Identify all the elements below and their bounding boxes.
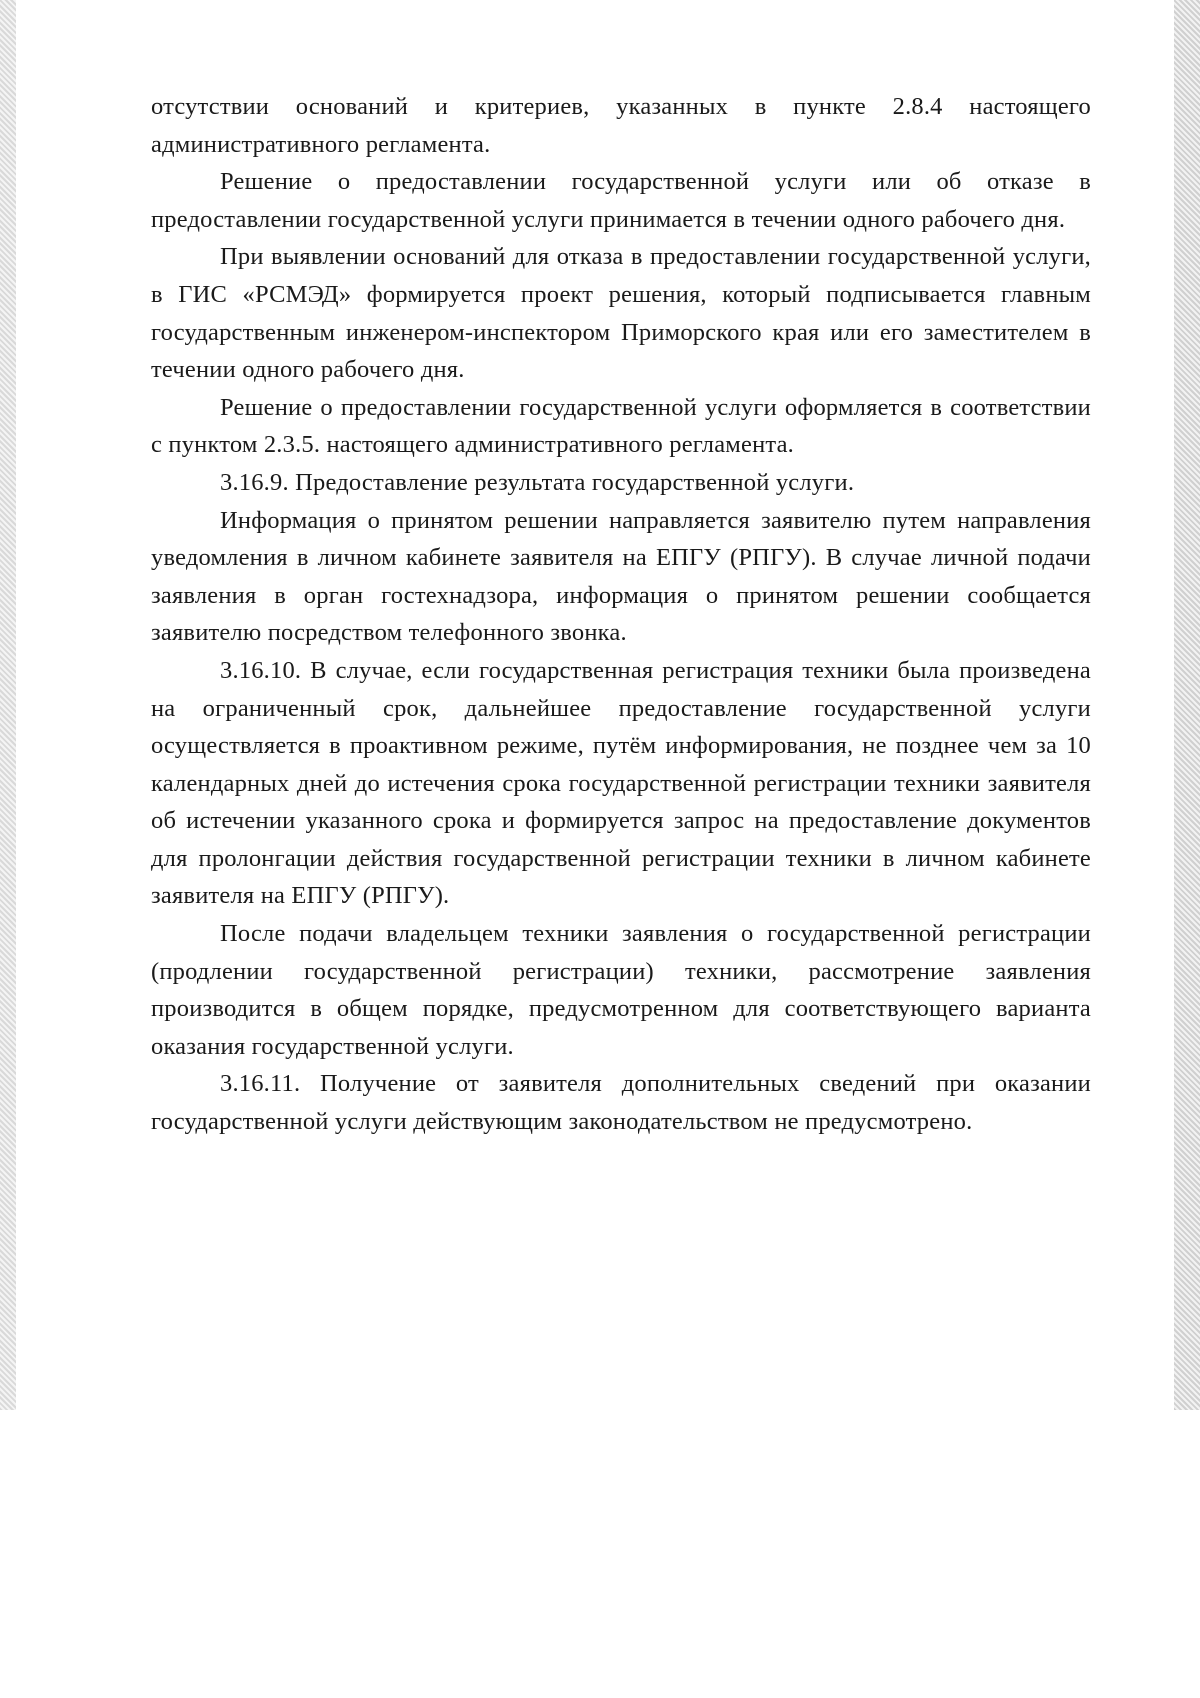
paragraph-decision-format: Решение о предоставлении государственной услуги оформляется в соответствии с пунктом 2.3.5. настоящего административного регламента. (151, 393, 1091, 459)
scan-edge-left (0, 0, 16, 1410)
paragraph-continuation: отсутствии оснований и критериев, указанных в пункте 2.8.4 настоящего административного регламента. (151, 93, 1091, 158)
paragraph-section-3-16-10: 3.16.10. В случае, если государственная регистрация техники была произведена на ограниченный срок, дальнейшее предоставление государственной услуги осуществляется в проактивном режиме, путём информирования, не позднее чем за 10 календарных дней до истечения срока государственной регистрации техники заявителя об истечении указанного срока и формируется запрос на предоставление документов для пролонгации действия государственной регистрации техники в личном кабинете заявителя на ЕПГУ (РПГУ). (151, 656, 1091, 910)
paragraph-section-3-16-11: 3.16.11. Получение от заявителя дополнительных сведений при оказании государственной услуги действующим законодательством не предусмотрено. (151, 1070, 1091, 1136)
paragraph-decision-timing: Решение о предоставлении государственной услуги или об отказе в предоставлении государственной услуги принимается в течении одного рабочего дня. (151, 168, 1091, 233)
document-page (151, 88, 1091, 1141)
paragraph-section-3-16-9: 3.16.9. Предоставление результата государственной услуги. (220, 468, 855, 496)
scan-edge-right (1174, 0, 1200, 1410)
paragraph-notification: Информация о принятом решении направляется заявителю путем направления уведомления в личном кабинете заявителя на ЕПГУ (РПГУ). В случае личной подачи заявления в орган гостехнадзора, информация о принятом решении сообщается заявителю посредством телефонного звонка. (151, 506, 1091, 647)
paragraph-refusal-grounds: При выявлении оснований для отказа в предоставлении государственной услуги, в ГИС «РСМЭД» формируется проект решения, который подписывается главным государственным инженером-инспектором Приморского края или его заместителем в течении одного рабочего дня. (151, 243, 1091, 384)
paragraph-application-review: После подачи владельцем техники заявления о государственной регистрации (продлении государственной регистрации) техники, рассмотрение заявления производится в общем порядке, предусмотренном для соответствующего варианта оказания государственной услуги. (151, 920, 1091, 1060)
